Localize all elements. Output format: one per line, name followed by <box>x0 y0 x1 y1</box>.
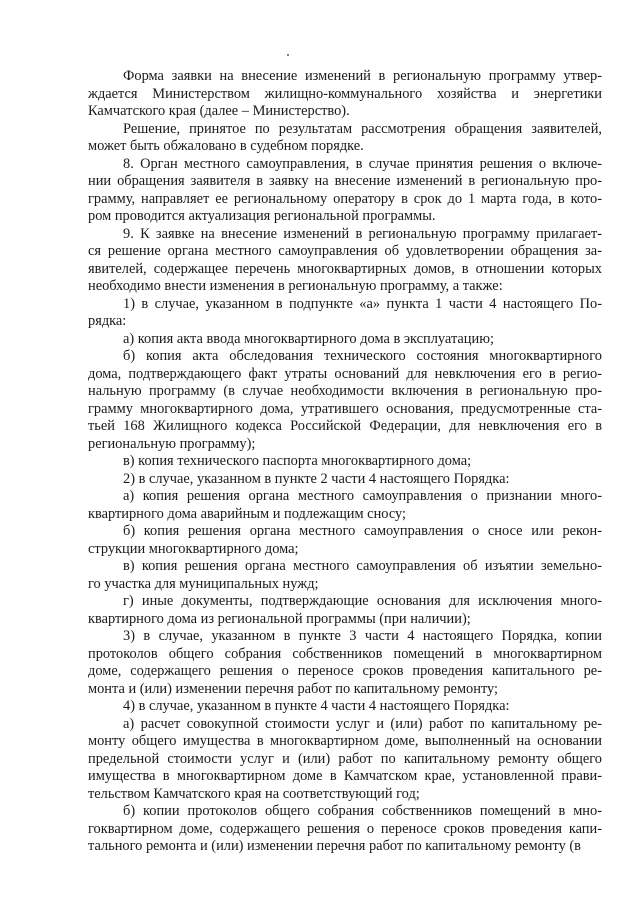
paragraph <box>88 593 602 628</box>
text-line: монта и (или) изменении перечня работ по капитальному ремонту; <box>88 680 499 697</box>
paragraph <box>88 698 602 716</box>
text-line: дома, подтверждающего факт утраты оснований для невключения его в регио- <box>88 365 602 382</box>
text-line: тьей 168 Жилищного кодекса Российской Федерации, для невключения его в <box>88 418 602 434</box>
text-line: монту общего имущества в многоквартирном доме, выполненный на основании <box>88 733 602 749</box>
paragraph <box>88 471 602 489</box>
paragraph <box>88 716 602 804</box>
text-line: 2) в случае, указанном в пункте 2 части 4 настоящего Порядка: <box>123 470 510 487</box>
text-line: региональную программу); <box>88 435 256 452</box>
text-line: в) копия технического паспорта многоквартирного дома; <box>123 453 472 469</box>
paragraph <box>88 331 602 349</box>
paragraph <box>88 156 602 226</box>
text-line: б) копии протоколов общего собрания собственников помещений в мно- <box>123 803 602 819</box>
text-line: 3) в случае, указанном в пункте 3 части 4 настоящего Порядка, копии <box>123 628 602 644</box>
text-line: явителей, содержащее перечень многоквартирных домов, в отношении которых <box>88 260 602 277</box>
paragraph <box>88 121 602 156</box>
text-line: Форма заявки на внесение изменений в региональную программу утвер- <box>123 68 602 84</box>
text-line: ся решение органа местного самоуправления об удовлетворении обращения за- <box>88 243 602 259</box>
text-line: может быть обжаловано в судебном порядке. <box>88 138 364 154</box>
paragraph <box>88 68 602 121</box>
text-line: а) копия решения органа местного самоуправления о признании много- <box>123 488 602 504</box>
paragraph <box>88 296 602 331</box>
text-line: ждается Министерством жилищно-коммунального хозяйства и энергетики <box>88 85 602 102</box>
paragraph <box>88 628 602 698</box>
text-line: в) копия решения органа местного самоуправления об изъятии земельно- <box>123 558 602 574</box>
text-line: квартирного дома аварийным и подлежащим сносу; <box>88 505 407 522</box>
text-line: нии обращения заявителя в заявку на внесение изменений в региональную про- <box>88 173 602 189</box>
text-line: г) иные документы, подтверждающие основания для исключения много- <box>123 593 602 609</box>
text-line: а) копия акта ввода многоквартирного дома в эксплуатацию; <box>123 330 494 347</box>
text-line: а) расчет совокупной стоимости услуг и (или) работ по капитальному ре- <box>123 715 602 732</box>
text-line: необходимо внести изменения в региональную программу, а также: <box>88 278 503 294</box>
paragraph <box>88 226 602 296</box>
scan-speck <box>287 54 289 56</box>
document-body <box>88 68 602 856</box>
paragraph <box>88 558 602 593</box>
text-line: квартирного дома из региональной программы (при наличии); <box>88 610 471 627</box>
text-line: тельством Камчатского края на соответствующий год; <box>88 785 420 802</box>
text-line: б) копия решения органа местного самоуправления о сносе или рекон- <box>123 523 602 539</box>
text-line: тального ремонта и (или) изменении перечня работ по капитальному ремонту (в <box>88 838 581 854</box>
paragraph <box>88 348 602 453</box>
text-line: 9. К заявке на внесение изменений в региональную программу прилагает- <box>123 225 602 242</box>
text-line: б) копия акта обследования технического состояния многоквартирного <box>123 348 602 364</box>
text-line: 8. Орган местного самоуправления, в случае принятия решения о включе- <box>123 155 602 172</box>
text-line: предельной стоимости услуг и (или) работ по капитальному ремонту общего <box>88 750 602 767</box>
text-line: нальную программу (в случае необходимости включения в региональную про- <box>88 383 602 399</box>
paragraph <box>88 488 602 523</box>
text-line: го участка для муниципальных нужд; <box>88 575 319 592</box>
text-line: Решение, принятое по результатам рассмотрения обращения заявителей, <box>123 120 602 137</box>
text-line: грамму многоквартирного дома, утратившего основания, предусмотренные ста- <box>88 400 602 417</box>
text-line: рядка: <box>88 313 127 329</box>
paragraph <box>88 453 602 471</box>
paragraph <box>88 803 602 856</box>
text-line: ром проводится актуализация региональной программы. <box>88 208 436 224</box>
text-line: струкции многоквартирного дома; <box>88 540 299 557</box>
paragraph <box>88 523 602 558</box>
text-line: имущества в многоквартирном доме в Камчатском крае, установленной прави- <box>88 768 602 784</box>
text-line: протоколов общего собрания собственников помещений в многоквартирном <box>88 645 602 662</box>
text-line: гоквартирном доме, содержащего решения о переносе сроков проведения капи- <box>88 820 602 837</box>
text-line: доме, содержащего решения о переносе сроков проведения капитального ре- <box>88 663 602 679</box>
text-line: 1) в случае, указанном в подпункте «а» пункта 1 части 4 настоящего По- <box>123 295 602 312</box>
text-line: 4) в случае, указанном в пункте 4 части 4 настоящего Порядка: <box>123 698 510 714</box>
text-line: Камчатского края (далее – Министерство). <box>88 103 350 119</box>
text-line: грамму, направляет ее региональному оператору в срок до 1 марта года, в кото- <box>88 190 602 207</box>
